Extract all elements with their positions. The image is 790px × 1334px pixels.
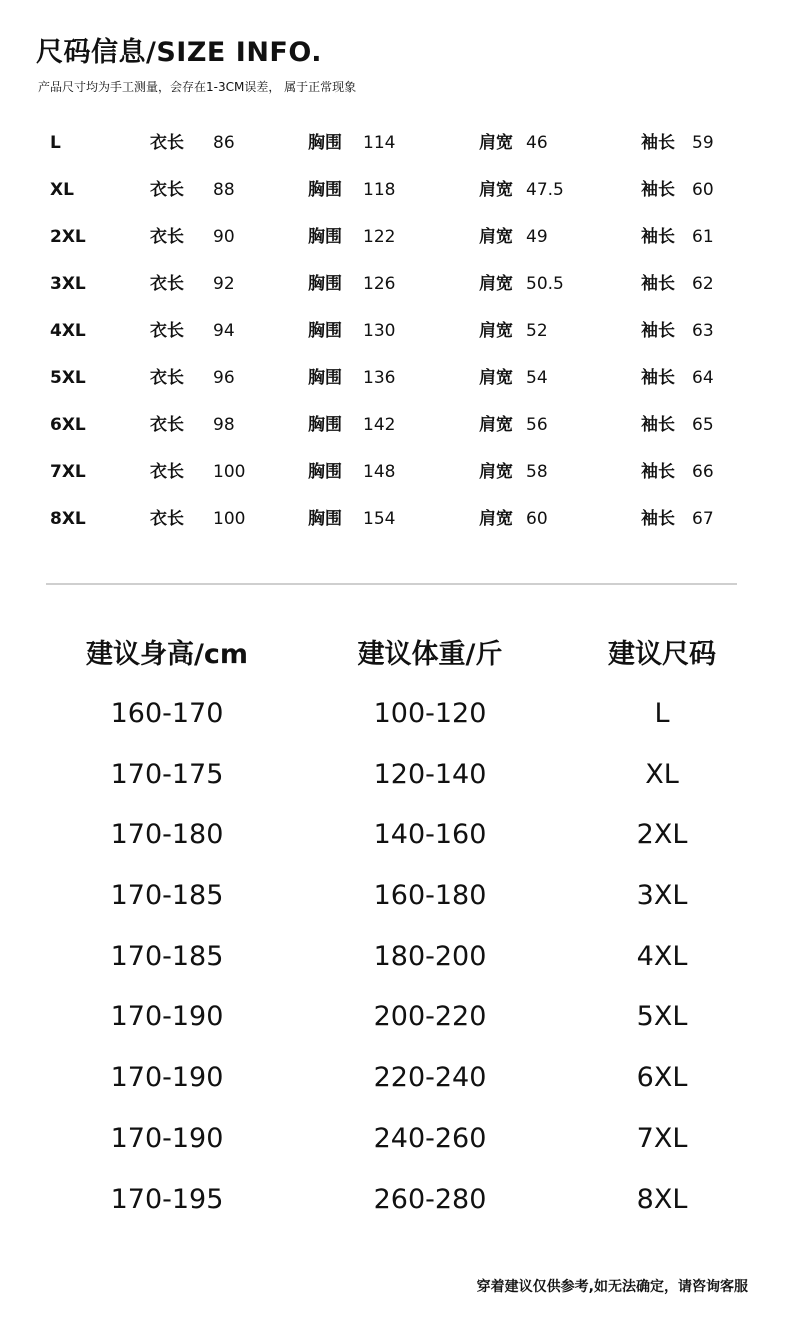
length-label: 衣长 [150,462,184,482]
length-value: 90 [213,227,235,247]
size-label: 2XL [50,227,86,247]
weight-range: 220-240 [373,1062,487,1093]
length-label: 衣长 [150,180,184,200]
length-label: 衣长 [150,509,184,529]
recommended-size: 8XL [636,1184,688,1215]
height-range: 170-185 [110,941,224,972]
chest-label: 胸围 [308,462,342,482]
recommendation-row [0,744,790,805]
length-label: 衣长 [150,274,184,294]
recommendation-row [0,986,790,1047]
size-row [0,167,790,214]
recommendation-row [0,804,790,865]
size-row [0,120,790,167]
shoulder-label: 肩宽 [479,133,513,153]
measurement-note: 产品尺寸均为手工测量，会存在1-3CM误差， 属于正常现象 [38,80,357,94]
height-range: 170-180 [110,819,224,850]
recommended-size: 2XL [636,819,688,850]
size-label: 5XL [50,368,86,388]
chest-label: 胸围 [308,274,342,294]
footer-note: 穿着建议仅供参考,如无法确定，请咨询客服 [476,1279,748,1295]
weight-range: 180-200 [373,941,487,972]
sleeve-label: 袖长 [641,227,675,247]
sleeve-value: 65 [692,415,714,435]
height-range: 170-195 [110,1184,224,1215]
recommended-size: XL [645,759,679,790]
shoulder-value: 56 [526,415,548,435]
shoulder-label: 肩宽 [479,180,513,200]
length-value: 94 [213,321,235,341]
size-label: 4XL [50,321,86,341]
page-title: 尺码信息/SIZE INFO. [36,37,322,68]
recommendation-header-row [0,625,790,685]
length-value: 86 [213,133,235,153]
chest-label: 胸围 [308,321,342,341]
size-label: 8XL [50,509,86,529]
recommended-size: L [654,698,670,729]
size-label: XL [50,180,74,200]
length-label: 衣长 [150,368,184,388]
chest-value: 126 [363,274,396,294]
shoulder-label: 肩宽 [479,415,513,435]
chest-label: 胸围 [308,133,342,153]
length-value: 100 [213,462,246,482]
chest-value: 118 [363,180,396,200]
recommended-size: 4XL [636,941,688,972]
shoulder-value: 47.5 [526,180,564,200]
weight-header: 建议体重/斤 [357,639,503,670]
recommended-size: 6XL [636,1062,688,1093]
sleeve-label: 袖长 [641,321,675,341]
shoulder-value: 50.5 [526,274,564,294]
size-row [0,261,790,308]
shoulder-value: 60 [526,509,548,529]
recommendation-row [0,1108,790,1169]
sleeve-value: 59 [692,133,714,153]
size-label: 6XL [50,415,86,435]
chest-value: 136 [363,368,396,388]
size-row [0,496,790,543]
height-range: 170-190 [110,1123,224,1154]
sleeve-value: 62 [692,274,714,294]
recommendation-row [0,926,790,987]
length-label: 衣长 [150,227,184,247]
shoulder-label: 肩宽 [479,274,513,294]
height-header: 建议身高/cm [86,639,248,670]
weight-range: 200-220 [373,1001,487,1032]
length-value: 88 [213,180,235,200]
chest-label: 胸围 [308,509,342,529]
size-row [0,308,790,355]
recommended-size: 5XL [636,1001,688,1032]
weight-range: 120-140 [373,759,487,790]
sleeve-label: 袖长 [641,180,675,200]
length-value: 98 [213,415,235,435]
chest-label: 胸围 [308,180,342,200]
size-row [0,449,790,496]
shoulder-value: 52 [526,321,548,341]
weight-range: 240-260 [373,1123,487,1154]
chest-value: 130 [363,321,396,341]
height-range: 170-175 [110,759,224,790]
sleeve-label: 袖长 [641,415,675,435]
height-range: 170-190 [110,1062,224,1093]
length-value: 96 [213,368,235,388]
section-divider [46,583,737,585]
sleeve-label: 袖长 [641,133,675,153]
shoulder-label: 肩宽 [479,227,513,247]
size-row [0,402,790,449]
sleeve-label: 袖长 [641,368,675,388]
length-label: 衣长 [150,133,184,153]
height-range: 160-170 [110,698,224,729]
shoulder-value: 49 [526,227,548,247]
height-range: 170-185 [110,880,224,911]
chest-value: 148 [363,462,396,482]
shoulder-value: 54 [526,368,548,388]
sleeve-value: 67 [692,509,714,529]
shoulder-value: 58 [526,462,548,482]
size-label: 7XL [50,462,86,482]
chest-label: 胸围 [308,415,342,435]
chest-label: 胸围 [308,227,342,247]
length-label: 衣长 [150,321,184,341]
size-header: 建议尺码 [608,639,716,670]
size-label: L [50,133,61,153]
shoulder-label: 肩宽 [479,509,513,529]
shoulder-label: 肩宽 [479,321,513,341]
shoulder-value: 46 [526,133,548,153]
sleeve-value: 66 [692,462,714,482]
weight-range: 260-280 [373,1184,487,1215]
size-label: 3XL [50,274,86,294]
shoulder-label: 肩宽 [479,462,513,482]
sleeve-value: 60 [692,180,714,200]
recommended-size: 3XL [636,880,688,911]
shoulder-label: 肩宽 [479,368,513,388]
sleeve-value: 61 [692,227,714,247]
length-value: 92 [213,274,235,294]
chest-value: 154 [363,509,396,529]
recommendation-row [0,1169,790,1230]
length-label: 衣长 [150,415,184,435]
length-value: 100 [213,509,246,529]
sleeve-value: 64 [692,368,714,388]
recommendation-row [0,1047,790,1108]
recommended-size: 7XL [636,1123,688,1154]
sleeve-label: 袖长 [641,274,675,294]
chest-value: 114 [363,133,396,153]
weight-range: 100-120 [373,698,487,729]
size-row [0,214,790,261]
sleeve-label: 袖长 [641,462,675,482]
chest-value: 142 [363,415,396,435]
chest-value: 122 [363,227,396,247]
size-row [0,355,790,402]
chest-label: 胸围 [308,368,342,388]
sleeve-value: 63 [692,321,714,341]
weight-range: 140-160 [373,819,487,850]
recommendation-row [0,865,790,926]
sleeve-label: 袖长 [641,509,675,529]
height-range: 170-190 [110,1001,224,1032]
recommendation-row [0,683,790,744]
weight-range: 160-180 [373,880,487,911]
